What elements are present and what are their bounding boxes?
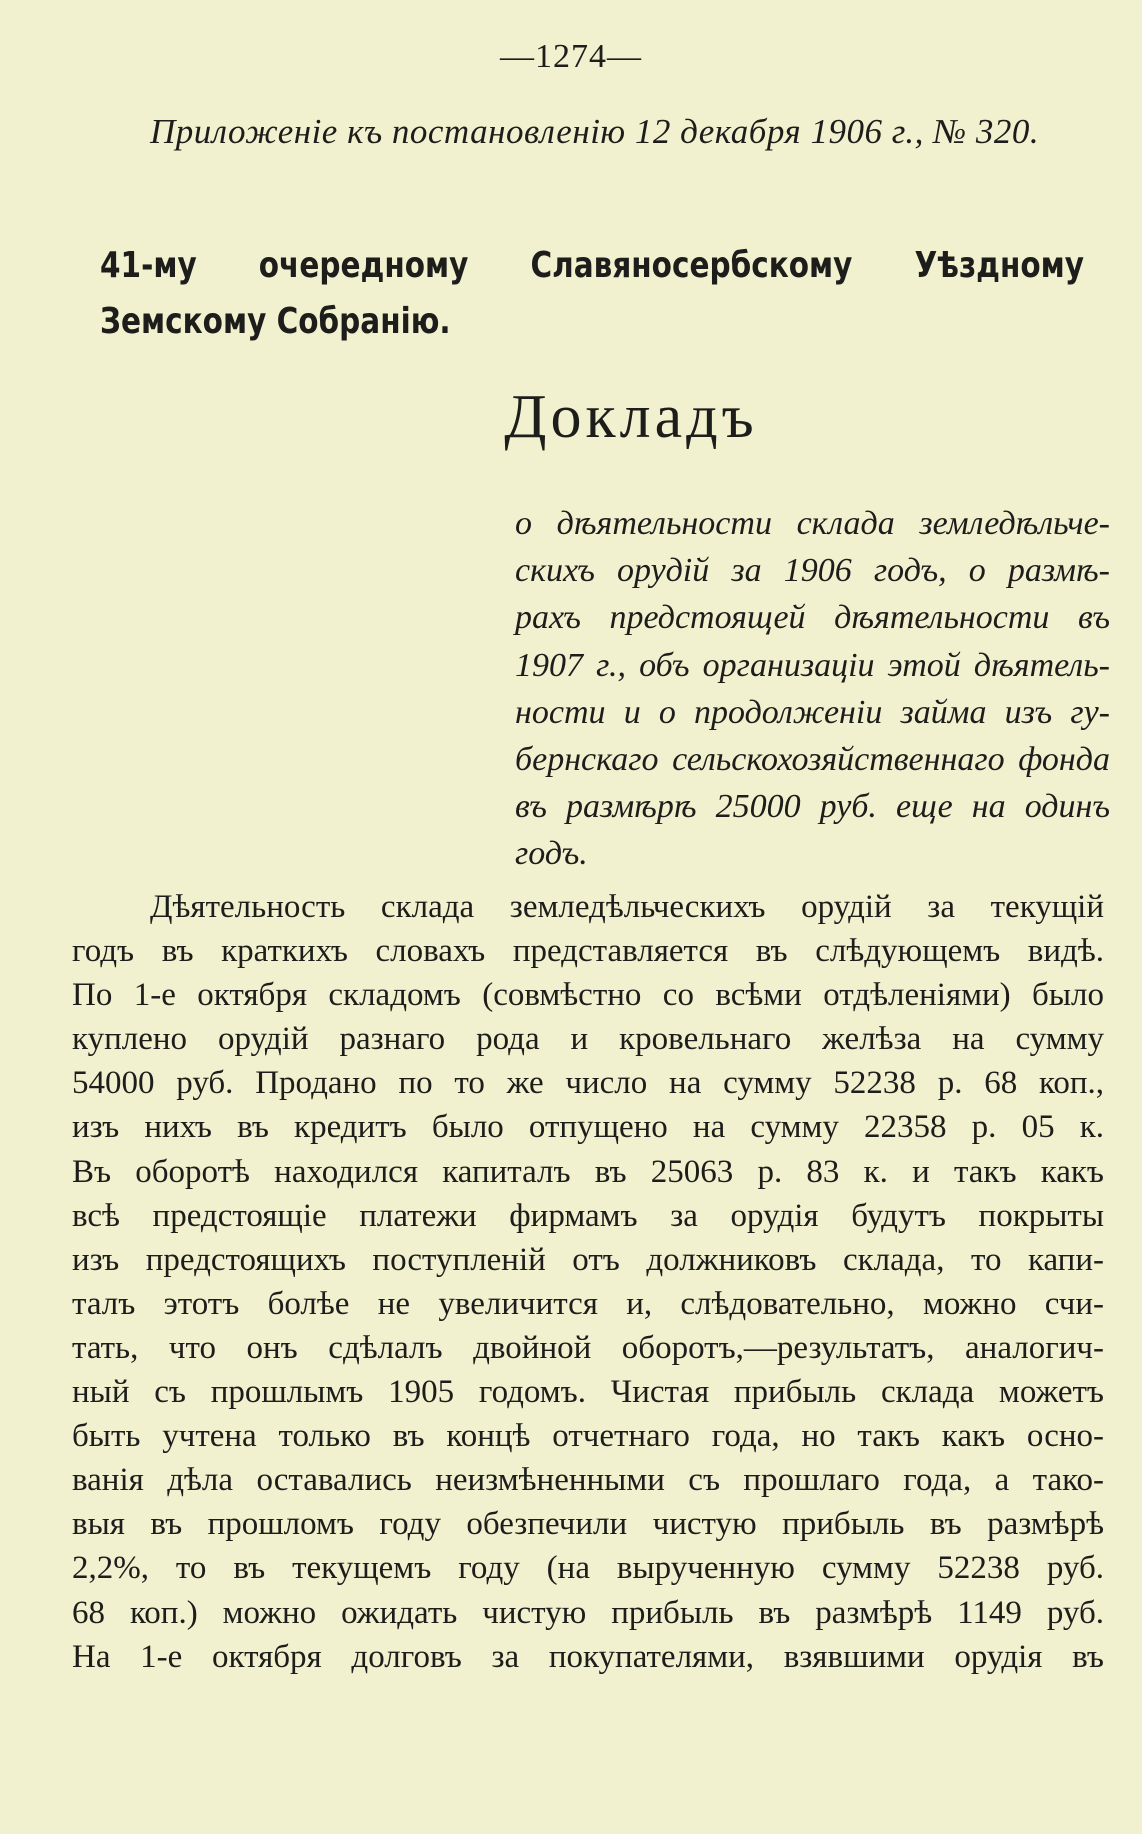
addressee-heading: 41-му очередному Славяносербскому Уѣздному Земскому Собранію. [100,245,1084,342]
body-line: На 1-е октября долговъ за покупателями, взявшими орудія въ [72,1638,1104,1675]
subject-line: рахъ предстоящей дѣятельности въ [515,599,1110,637]
body-line: Дѣятельность склада земледѣльческихъ орудій за текущій [150,889,1104,925]
page-number: —1274— [500,38,642,75]
body-paragraph [72,885,1104,1679]
subject-line: 1907 г., объ организаціи этой дѣятель- [515,646,1110,684]
body-line: По 1-е октября складомъ (совмѣстно со всѣми отдѣленіями) было [72,977,1104,1014]
body-line: быть учтена только въ концѣ отчетнаго года, но такъ какъ осно- [72,1418,1104,1455]
body-line: выя въ прошломъ году обезпечили чистую прибыль въ размѣрѣ [72,1506,1104,1543]
body-line: ный съ прошлымъ 1905 годомъ. Чистая прибыль склада можетъ [72,1374,1104,1411]
subject-line: бернскаго сельскохозяйственнаго фонда [515,741,1110,779]
body-line: 68 коп.) можно ожидать чистую прибыль въ размѣрѣ 1149 руб. [72,1594,1104,1631]
appendix-reference: Приложеніе къ постановленію 12 декабря 1906 г., № 320. [150,112,1040,151]
body-line: куплено орудій разнаго рода и кровельнаго желѣза на сумму [72,1021,1104,1058]
body-line: 54000 руб. Продано по то же число на сумму 52238 р. 68 коп., [72,1065,1104,1102]
body-line: изъ предстоящихъ поступленій отъ должниковъ склада, то капи- [72,1241,1104,1278]
body-line: Въ оборотѣ находился капиталъ въ 25063 р. 83 к. и такъ какъ [72,1153,1104,1190]
subject-line: скихъ орудій за 1906 годъ, о размѣ- [515,552,1110,590]
body-line: изъ нихъ въ кредитъ было отпущено на сумму 22358 р. 05 к. [72,1109,1104,1146]
body-line: талъ этотъ болѣе не увеличится и, слѣдовательно, можно счи- [72,1285,1104,1322]
body-line: ванія дѣла оставались неизмѣненными съ прошлаго года, а тако- [72,1462,1104,1499]
subject-line: ности и о продолженіи займа изъ гу- [515,693,1110,731]
report-subject [515,500,1110,878]
subject-line: въ размѣрѣ 25000 руб. еще на одинъ [515,788,1110,826]
report-title [0,382,1142,453]
subject-line: о дѣятельности склада земледѣльче- [515,505,1110,542]
body-line: тать, что онъ сдѣлалъ двойной оборотъ,—результатъ, аналогич- [72,1329,1104,1366]
body-line: всѣ предстоящіе платежи фирмамъ за орудія будутъ покрыты [72,1197,1104,1234]
subject-line: годъ. [515,835,588,873]
body-line: годъ въ краткихъ словахъ представляется въ слѣдующемъ видѣ. [72,933,1104,970]
body-line: 2,2%, то въ текущемъ году (на вырученную сумму 52238 руб. [72,1550,1104,1587]
report-title-text: Докладъ [504,383,758,451]
